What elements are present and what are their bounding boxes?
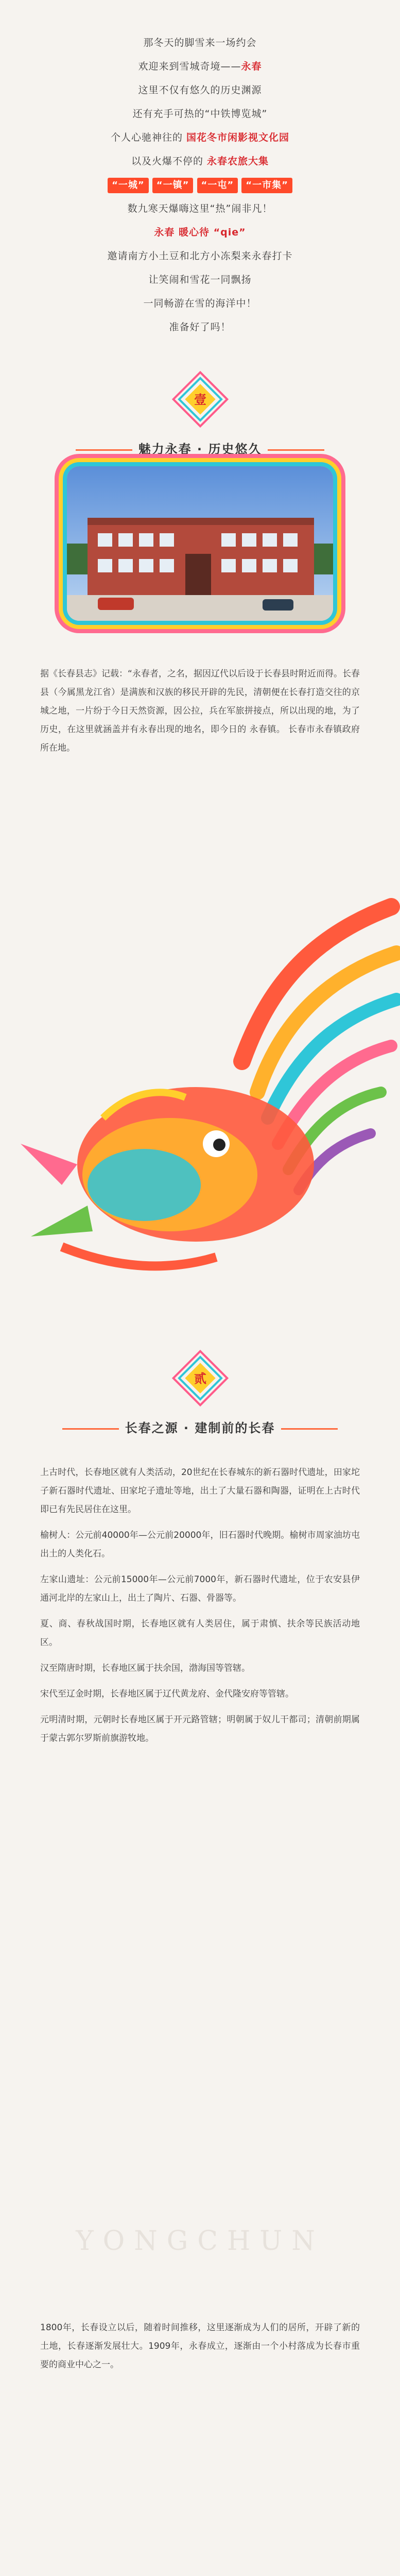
intro-line: 邀请南方小土豆和北方小冻梨来永春打卡 bbox=[107, 250, 293, 262]
section-header-2 bbox=[0, 1350, 400, 1436]
intro-line: 让笑闹和雪花一同飘扬 bbox=[148, 274, 252, 285]
title-rule bbox=[281, 1428, 338, 1430]
intro-line: 这里不仅有悠久的历史渊源 bbox=[138, 84, 262, 96]
section1-paragraph: 据《长春县志》记载：“永春者，之名，据因辽代以后设于长春县时附近而得。长春县（今属黑龙江省）是满族和汉族的移民开辟的先民，清朝便在长春打造交往的京城之地，一片纷于今日天然资源，因公拉，兵在军旅拼接点，所以出现的地，为了历史，在这里就涵盖并有永春出现的地名，即今日的 永春镇。 长春市永春镇政府 所在地。 bbox=[40, 669, 360, 753]
intro-block bbox=[0, 31, 400, 339]
intro-line: 一同畅游在雪的海洋中！ bbox=[143, 298, 257, 309]
intro-line: 永春 暖心待 “qie” bbox=[154, 227, 246, 238]
intro-badges bbox=[0, 173, 400, 197]
emblem-char: 贰 bbox=[194, 1371, 206, 1386]
dragon-icon bbox=[0, 876, 400, 1319]
section3-paragraph: 1800年，长春设立以后，随着时间推移，这里逐渐成为人们的居所，开辟了新的土地，长春逐渐发展壮大。1909年，永春成立，逐渐由一个小村落成为长春市重要的商业中心之一。 bbox=[40, 2323, 360, 2370]
section-title bbox=[0, 439, 400, 457]
building-image bbox=[67, 466, 333, 621]
intro-line: 数九寒天爆嗨这里“热”闹非凡！ bbox=[127, 203, 273, 214]
intro-line: 还有充手可热的“中铁博览城” bbox=[132, 108, 268, 120]
intro-line: 个人心驰神往的 国花冬市闲影视文化园 bbox=[110, 132, 290, 143]
section2-paragraph: 元明清时期，元朝时长春地区属于开元路管辖；明朝属于奴儿干都司；清朝前期属于蒙古郭尔罗斯前旗游牧地。 bbox=[40, 1715, 360, 1743]
title-rule bbox=[76, 449, 132, 451]
dragon-illustration bbox=[0, 876, 400, 1319]
section2-paragraph: 榆树人：公元前40000年—公元前20000年，旧石器时代晚期。榆树市周家油坊屯出土的人类化石。 bbox=[40, 1530, 360, 1559]
intro-line: 准备好了吗！ bbox=[169, 321, 231, 333]
section2-paragraph: 上古时代，长春地区就有人类活动，20世纪在长春城东的新石器时代遗址，田家坨子新石器时代遗址、田家坨子遗址等地，出土了大量石器和陶器，证明在上古时代即已有先民居住在这里。 bbox=[40, 1467, 360, 1515]
section2-body bbox=[40, 1463, 360, 1755]
section-header-1 bbox=[0, 371, 400, 457]
badge: “一市集” bbox=[241, 178, 292, 193]
section-title-text: 魅力永春 · 历史悠久 bbox=[138, 442, 262, 456]
section-emblem bbox=[172, 371, 229, 428]
emblem-char: 壹 bbox=[194, 393, 206, 407]
intro-highlight: 国花冬市闲影视文化园 bbox=[186, 132, 290, 143]
section2-paragraph: 夏、商、春秋战国时期，长春地区就有人类居住，属于肃慎、扶余等民族活动地区。 bbox=[40, 1619, 360, 1648]
badge: “一屯” bbox=[197, 178, 238, 193]
intro-highlight: 永春农旅大集 bbox=[207, 156, 269, 167]
intro-line: 那冬天的脚雪来一场约会 bbox=[143, 37, 257, 48]
intro-line: 欢迎来到雪城奇境——永春 bbox=[138, 61, 262, 72]
section2-paragraph: 汉至隋唐时期，长春地区属于扶余国，渤海国等管辖。 bbox=[40, 1663, 250, 1673]
intro-highlight: 永春 bbox=[241, 61, 262, 72]
intro-line: 以及火爆不停的 永春农旅大集 bbox=[131, 156, 269, 167]
section-title-text: 长春之源 · 建制前的长春 bbox=[125, 1421, 275, 1435]
title-rule bbox=[268, 449, 324, 451]
emblem-icon bbox=[172, 371, 229, 428]
title-rule bbox=[62, 1428, 119, 1430]
section-emblem bbox=[172, 1350, 229, 1406]
watermark: YONGCHUN bbox=[76, 2226, 324, 2257]
badge: “一城” bbox=[108, 178, 149, 193]
section-title bbox=[0, 1418, 400, 1436]
section2-paragraph: 左家山遗址：公元前15000年—公元前7000年，新石器时代遗址，位于农安县伊通河北岸的左家山上，出土了陶片、石器、骨器等。 bbox=[40, 1574, 360, 1603]
section2-paragraph: 宋代至辽金时期，长春地区属于辽代黄龙府、金代隆安府等管辖。 bbox=[40, 1689, 294, 1699]
badge: “一镇” bbox=[152, 178, 194, 193]
emblem-icon bbox=[172, 1350, 229, 1406]
photo-building bbox=[67, 466, 333, 621]
